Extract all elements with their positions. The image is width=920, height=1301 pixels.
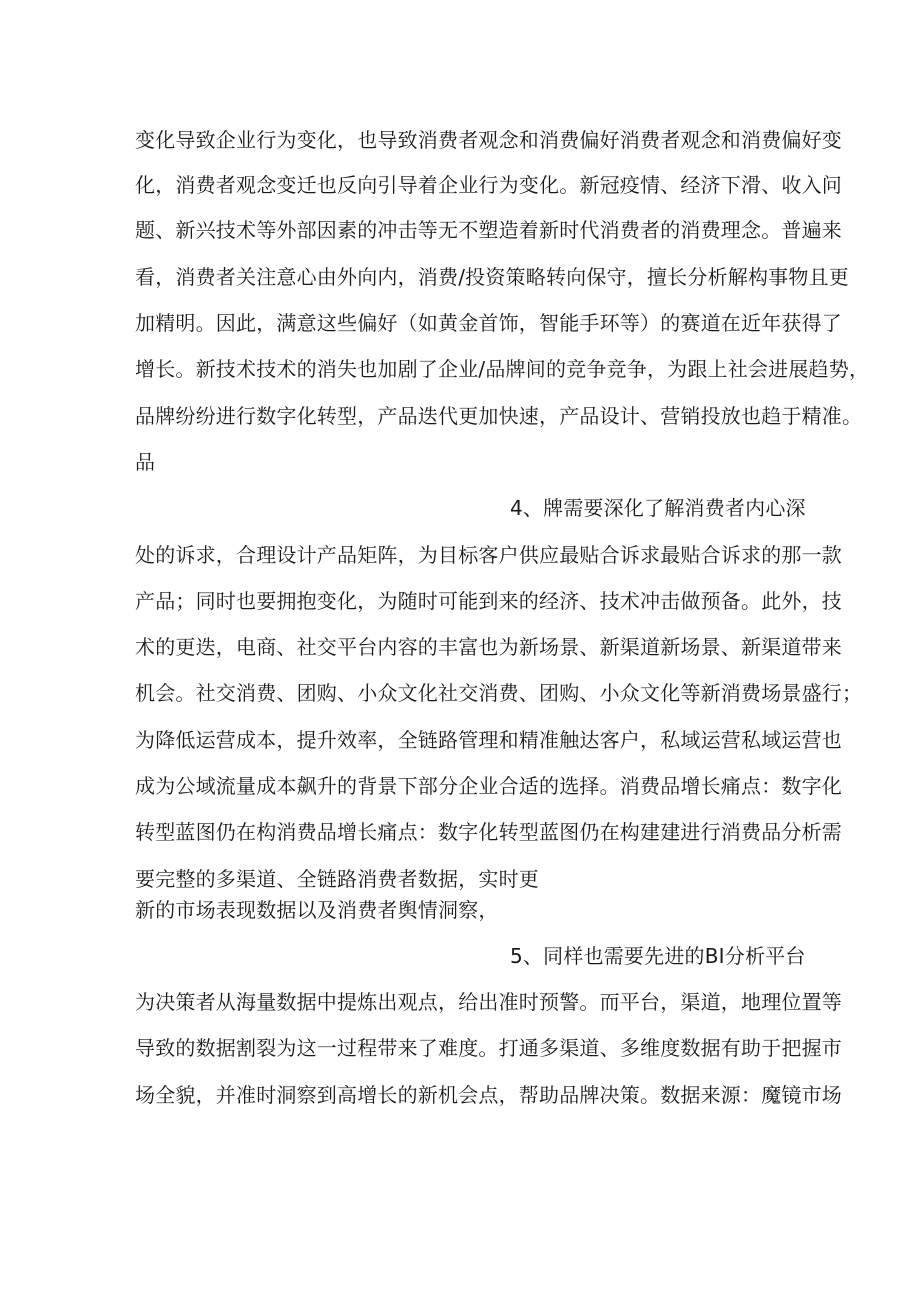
paragraph-line: 成为公域流量成本飙升的背景下部分企业合适的选择。消费品增长痛点：数字化 [135,774,842,798]
paragraph-line: 新的市场表现数据以及消费者舆情洞察， [135,898,499,922]
paragraph-line: 题、新兴技术等外部因素的冲击等无不塑造着新时代消费者的消费理念。普遍来 [135,218,842,242]
section-heading-5: 5、同样也需要先进的BI分析平台 [510,944,806,968]
paragraph-line: 变化导致企业行为变化，也导致消费者观念和消费偏好消费者观念和消费偏好变 [135,128,842,152]
paragraph-line: 产品；同时也要拥抱变化，为随时可能到来的经济、技术冲击做预备。此外，技 [135,589,842,613]
paragraph-line: 转型蓝图仍在构消费品增长痛点：数字化转型蓝图仍在构建建进行消费品分析需 [135,820,842,844]
paragraph-line: 品牌纷纷进行数字化转型，产品迭代更加快速，产品设计、营销投放也趋于精准。 [135,404,863,428]
paragraph-line: 场全貌，并准时洞察到高增长的新机会点，帮助品牌决策。数据来源：魔镜市场 [135,1083,842,1107]
paragraph-line: 为降低运营成本，提升效率，全链路管理和精准触达客户，私域运营私域运营也 [135,728,842,752]
paragraph-line: 要完整的多渠道、全链路消费者数据，实时更 [135,867,539,891]
paragraph-line: 化，消费者观念变迁也反向引导着企业行为变化。新冠疫情、经济下滑、收入问 [135,173,842,197]
paragraph-line: 为决策者从海量数据中提炼出观点，给出准时预警。而平台，渠道，地理位置等 [135,990,842,1014]
section-heading-4: 4、牌需要深化了解消费者内心深 [510,496,806,520]
paragraph-line: 处的诉求，合理设计产品矩阵，为目标客户供应最贴合诉求最贴合诉求的那一款 [135,543,842,567]
paragraph-line: 加精明。因此，满意这些偏好（如黄金首饰，智能手环等）的赛道在近年获得了 [135,311,842,335]
paragraph-line: 机会。社交消费、团购、小众文化社交消费、团购、小众文化等新消费场景盛行； [135,681,863,705]
paragraph-line: 看，消费者关注意心由外向内，消费/投资策略转向保守，擅长分析解构事物且更 [135,265,849,289]
paragraph-line: 术的更迭，电商、社交平台内容的丰富也为新场景、新渠道新场景、新渠道带来 [135,635,842,659]
paragraph-line: 增长。新技术技术的消失也加剧了企业/品牌间的竞争竞争，为跟上社会进展趋势， [135,357,870,381]
paragraph-line: 导致的数据割裂为这一过程带来了难度。打通多渠道、多维度数据有助于把握市 [135,1036,842,1060]
paragraph-line: 品 [135,450,156,474]
